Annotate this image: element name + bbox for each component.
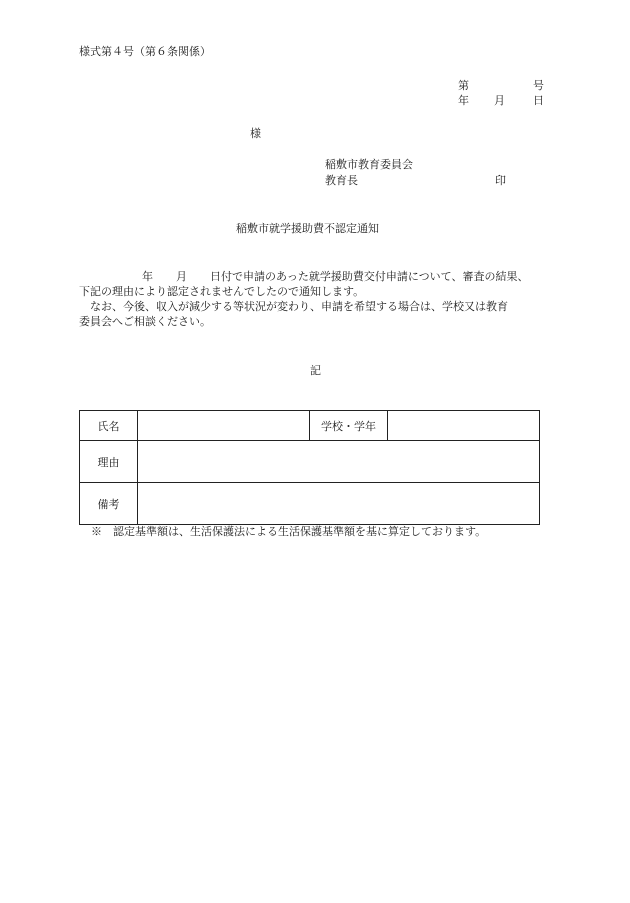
ki-heading: 記 bbox=[310, 364, 321, 377]
reason-value bbox=[138, 441, 540, 483]
reason-label: 理由 bbox=[80, 441, 138, 483]
school-grade-value bbox=[388, 411, 540, 441]
name-value bbox=[138, 411, 310, 441]
remarks-label: 備考 bbox=[80, 483, 138, 525]
body-line-2: 下記の理由により認定されませんでしたので通知します。 bbox=[79, 285, 365, 298]
form-number: 様式第４号（第６条関係） bbox=[79, 45, 211, 58]
doc-number-dai: 第 bbox=[458, 79, 469, 92]
notice-body bbox=[79, 269, 559, 329]
doc-number-go: 号 bbox=[533, 79, 544, 92]
body-line-4: 委員会へご相談ください。 bbox=[79, 315, 211, 328]
issuer-org: 稲敷市教育委員会 bbox=[325, 158, 413, 171]
row-name-school bbox=[80, 411, 540, 441]
doc-date-year: 年 bbox=[458, 94, 469, 107]
issuer-seal: 印 bbox=[495, 174, 506, 187]
row-reason bbox=[80, 441, 540, 483]
body-line-1 bbox=[79, 269, 559, 284]
row-remarks bbox=[80, 483, 540, 525]
footnote: ※ 認定基準額は、生活保護法による生活保護基準額を基に算定しております。 bbox=[91, 525, 487, 538]
doc-date-day: 日 bbox=[533, 94, 544, 107]
issuer-title: 教育長 bbox=[325, 174, 358, 187]
application-month: 月 bbox=[176, 270, 187, 283]
school-grade-label: 学校・学年 bbox=[310, 411, 388, 441]
remarks-value bbox=[138, 483, 540, 525]
recipient-suffix: 様 bbox=[250, 127, 261, 140]
body-line-3: なお、今後、収入が減少する等状況が変わり、申請を希望する場合は、学校又は教育 bbox=[79, 300, 508, 313]
document-title: 稲敷市就学援助費不認定通知 bbox=[236, 222, 379, 235]
detail-table bbox=[79, 410, 540, 525]
application-year: 年 bbox=[142, 270, 153, 283]
name-label: 氏名 bbox=[80, 411, 138, 441]
body-line-1-text: 日付で申請のあった就学援助費交付申請について、審査の結果、 bbox=[210, 270, 529, 283]
doc-date-month: 月 bbox=[494, 94, 505, 107]
